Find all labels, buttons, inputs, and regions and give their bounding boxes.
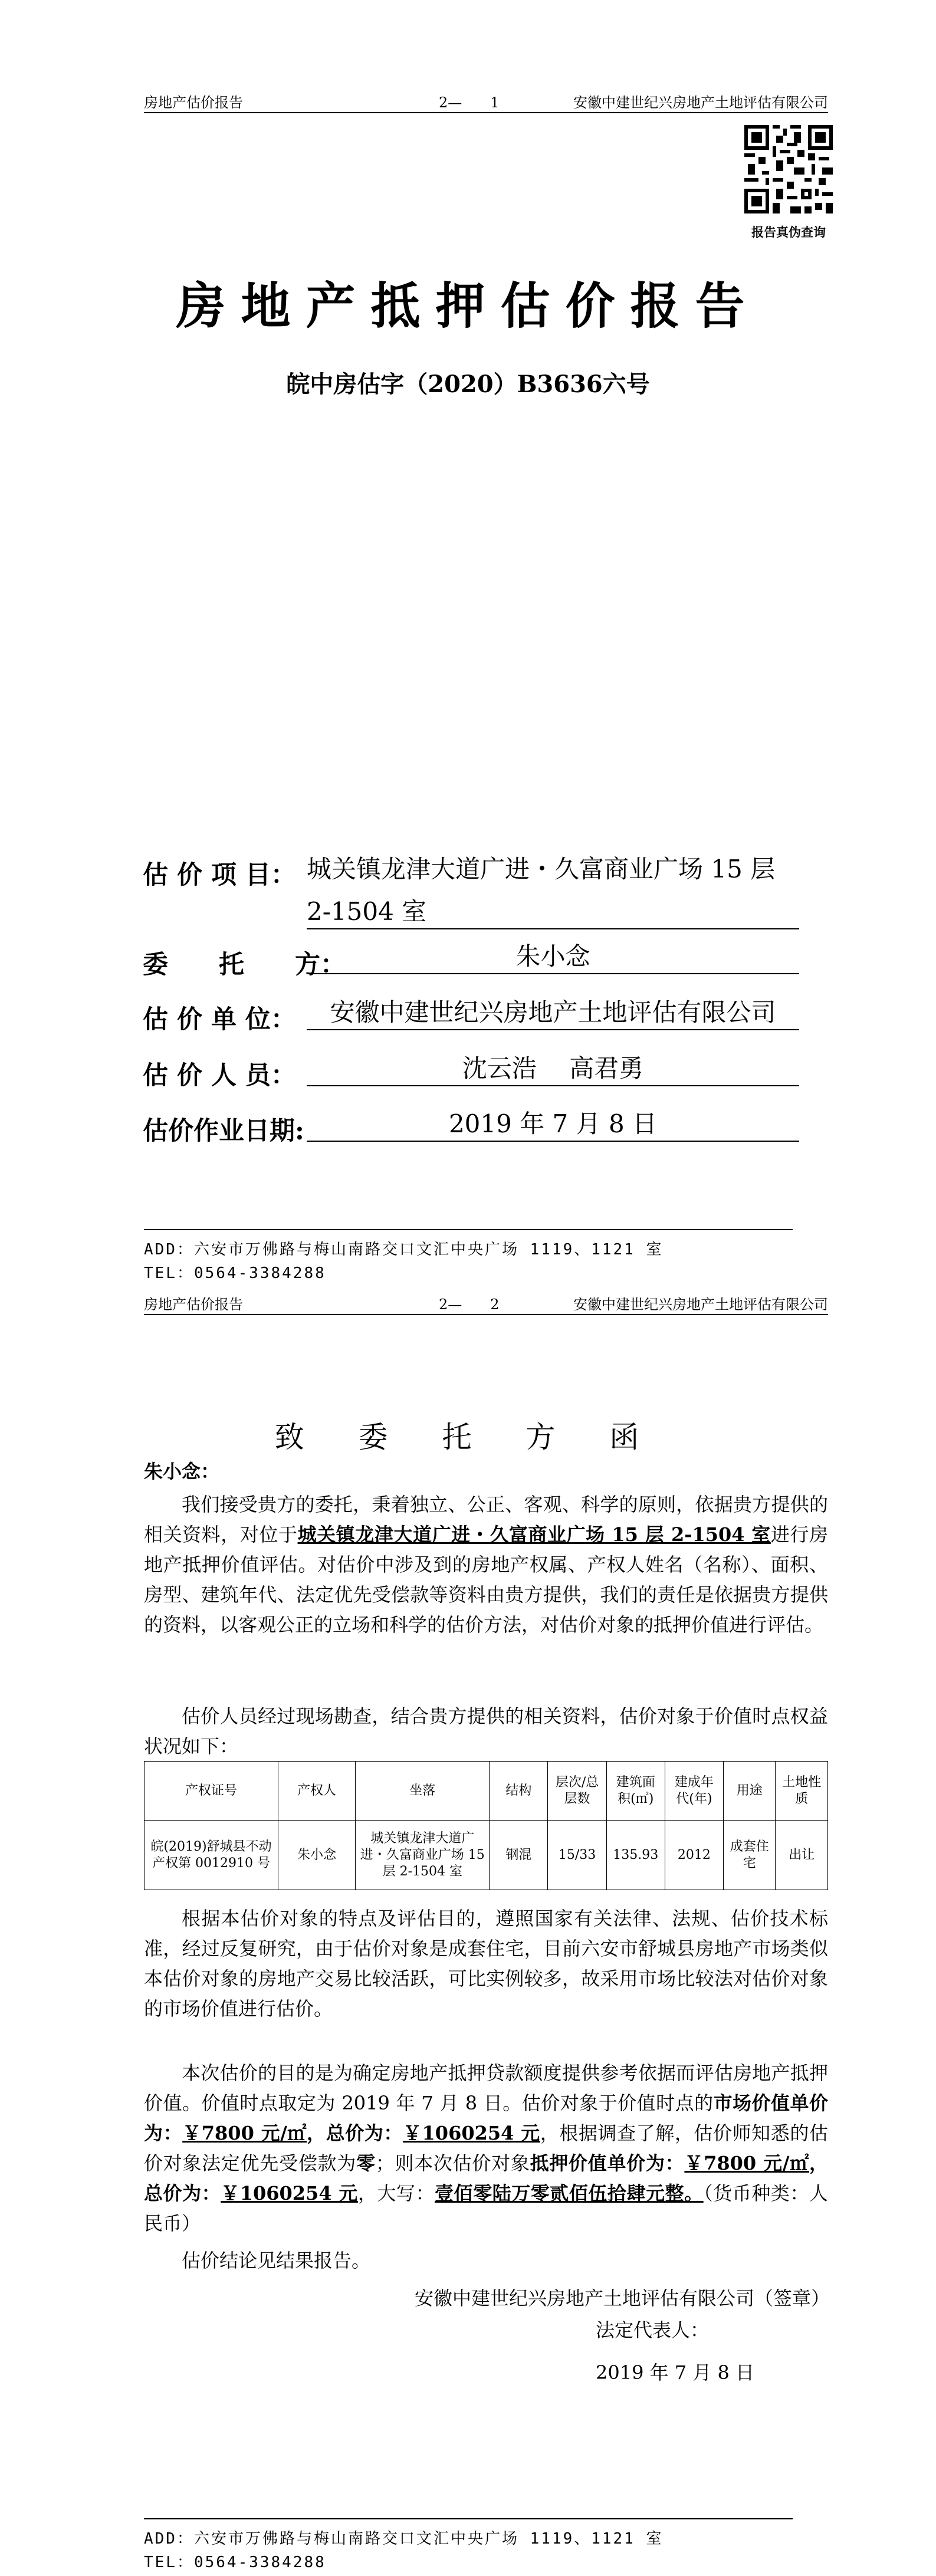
total-in-words: 壹佰零陆万零贰佰伍拾肆元整。 xyxy=(435,2182,704,2204)
market-unit-price: ￥7800 元/㎡ xyxy=(182,2122,307,2144)
header-doc-type: 房地产估价报告 xyxy=(144,1296,243,1313)
value-appraisers: 沈云浩 高君勇 xyxy=(307,1052,799,1086)
header-page-number: 2— 1 xyxy=(439,94,500,111)
label-project: 估 价 项 目： xyxy=(143,860,296,890)
label-client: 委 托 方： xyxy=(143,950,346,980)
property-info-table xyxy=(144,1761,828,1890)
table-header-row: 产权证号 产权人 坐落 结构 层次/总层数 建筑面积(㎡) 建成年代(年) 用途 土地性质 xyxy=(144,1762,828,1821)
value-client: 朱小念 xyxy=(307,940,799,974)
report-title: 房地产抵押估价报告 xyxy=(176,277,760,335)
sign-legal-rep: 法定代表人： xyxy=(596,2319,710,2341)
label-work-date: 估价作业日期: xyxy=(143,1116,304,1146)
mortgage-total-price: ￥1060254 元 xyxy=(221,2182,358,2204)
header-page-number: 2— 2 xyxy=(439,1296,500,1313)
property-address: 城关镇龙津大道广进・久富商业广场 15 层 2-1504 室 xyxy=(297,1523,771,1546)
mortgage-unit-price: ￥7800 元/㎡ xyxy=(684,2152,809,2174)
letter-salutation: 朱小念： xyxy=(144,1460,220,1483)
value-project-line2: 2-1504 室 xyxy=(307,895,799,929)
qr-code-icon[interactable] xyxy=(744,125,833,213)
qr-caption: 报告真伪查询 xyxy=(751,225,826,239)
letter-paragraph-5: 估价结论见结果报告。 xyxy=(182,2249,371,2272)
header-company: 安徽中建世纪兴房地产土地评估有限公司 xyxy=(573,1296,828,1313)
header-doc-type: 房地产估价报告 xyxy=(144,94,243,111)
header-company: 安徽中建世纪兴房地产土地评估有限公司 xyxy=(573,94,828,111)
cover-page xyxy=(0,0,936,1286)
letter-paragraph-3: 根据本估价对象的特点及评估目的，遵照国家有关法律、法规、估价技术标准，经过反复研究，由于估价对象是成套住宅，目前六安市舒城县房地产市场类似本估价对象的房地产交易比较活跃，可比实例较多，故采用市场比较法对估价对象的市场价值进行估价。 xyxy=(144,1907,828,2020)
page-header xyxy=(144,88,828,113)
value-project-line1: 城关镇龙津大道广进・久富商业广场 15 层 xyxy=(307,855,776,883)
value-work-date: 2019 年 7 月 8 日 xyxy=(307,1108,799,1142)
footer-divider xyxy=(144,1229,793,1230)
table-row: 皖(2019)舒城县不动产权第 0012910 号 朱小念 城关镇龙津大道广进・久富商业广场 15 层 2-1504 室 钢混 15/33 135.93 2012 成套住宅 出让 xyxy=(144,1821,828,1890)
sign-date: 2019 年 7 月 8 日 xyxy=(596,2361,755,2384)
footer-address: ADD：六安市万佛路与梅山南路交口文汇中央广场 1119、1121 室 xyxy=(144,1241,664,1259)
footer-address: ADD：六安市万佛路与梅山南路交口文汇中央广场 1119、1121 室 xyxy=(144,2530,664,2548)
label-appraisal-unit: 估 价 单 位： xyxy=(143,1005,296,1034)
letter-paragraph-2: 估价人员经过现场勘查，结合贵方提供的相关资料，估价对象于价值时点权益状况如下： xyxy=(144,1705,828,1757)
footer-tel: TEL：0564-3384288 xyxy=(144,1264,326,1282)
document-number: 皖中房估字（2020）B3636六号 xyxy=(286,370,650,398)
letter-paragraph-1: 我们接受贵方的委托，秉着独立、公正、客观、科学的原则，依据贵方提供的相关资料，对位于城关镇龙津大道广进・久富商业广场 15 层 2-1504 室进行房地产抵押价值评估。对估价中涉及到的房地产权属、产权人姓名（名称）、面积、房型、建筑年代、法定优先受偿款等资料由贵方提供，我们的责任是依据贵方提供的资料，以客观公正的立场和科学的估价方法，对估价对象的抵押价值进行评估。 xyxy=(144,1493,828,1636)
value-appraisal-unit: 安徽中建世纪兴房地产土地评估有限公司 xyxy=(307,996,799,1030)
letter-paragraph-4: 本次估价的目的是为确定房地产抵押贷款额度提供参考依据而评估房地产抵押价值。价值时点取定为 2019 年 7 月 8 日。估价对象于价值时点的市场价值单价为：￥7800 元/㎡，总价为：￥1060254 元，根据调查了解，估价师知悉的估价对象法定优先受偿款为零；则本次估价对象抵押价值单价为：￥7800 元/㎡，总价为：￥1060254 元，大写：壹佰零陆万零贰佰伍拾肆元整。（货币种类：人民币） xyxy=(144,2062,828,2235)
sign-company: 安徽中建世纪兴房地产土地评估有限公司（签章） xyxy=(414,2287,830,2309)
market-total-price: ￥1060254 元 xyxy=(402,2122,540,2144)
letter-page xyxy=(0,1286,936,2576)
footer-tel: TEL：0564-3384288 xyxy=(144,2554,326,2571)
page-header xyxy=(144,1290,828,1315)
label-appraisers: 估 价 人 员： xyxy=(143,1061,296,1090)
letter-title: 致 委 托 方 函 xyxy=(274,1420,662,1454)
footer-divider xyxy=(144,2518,793,2519)
